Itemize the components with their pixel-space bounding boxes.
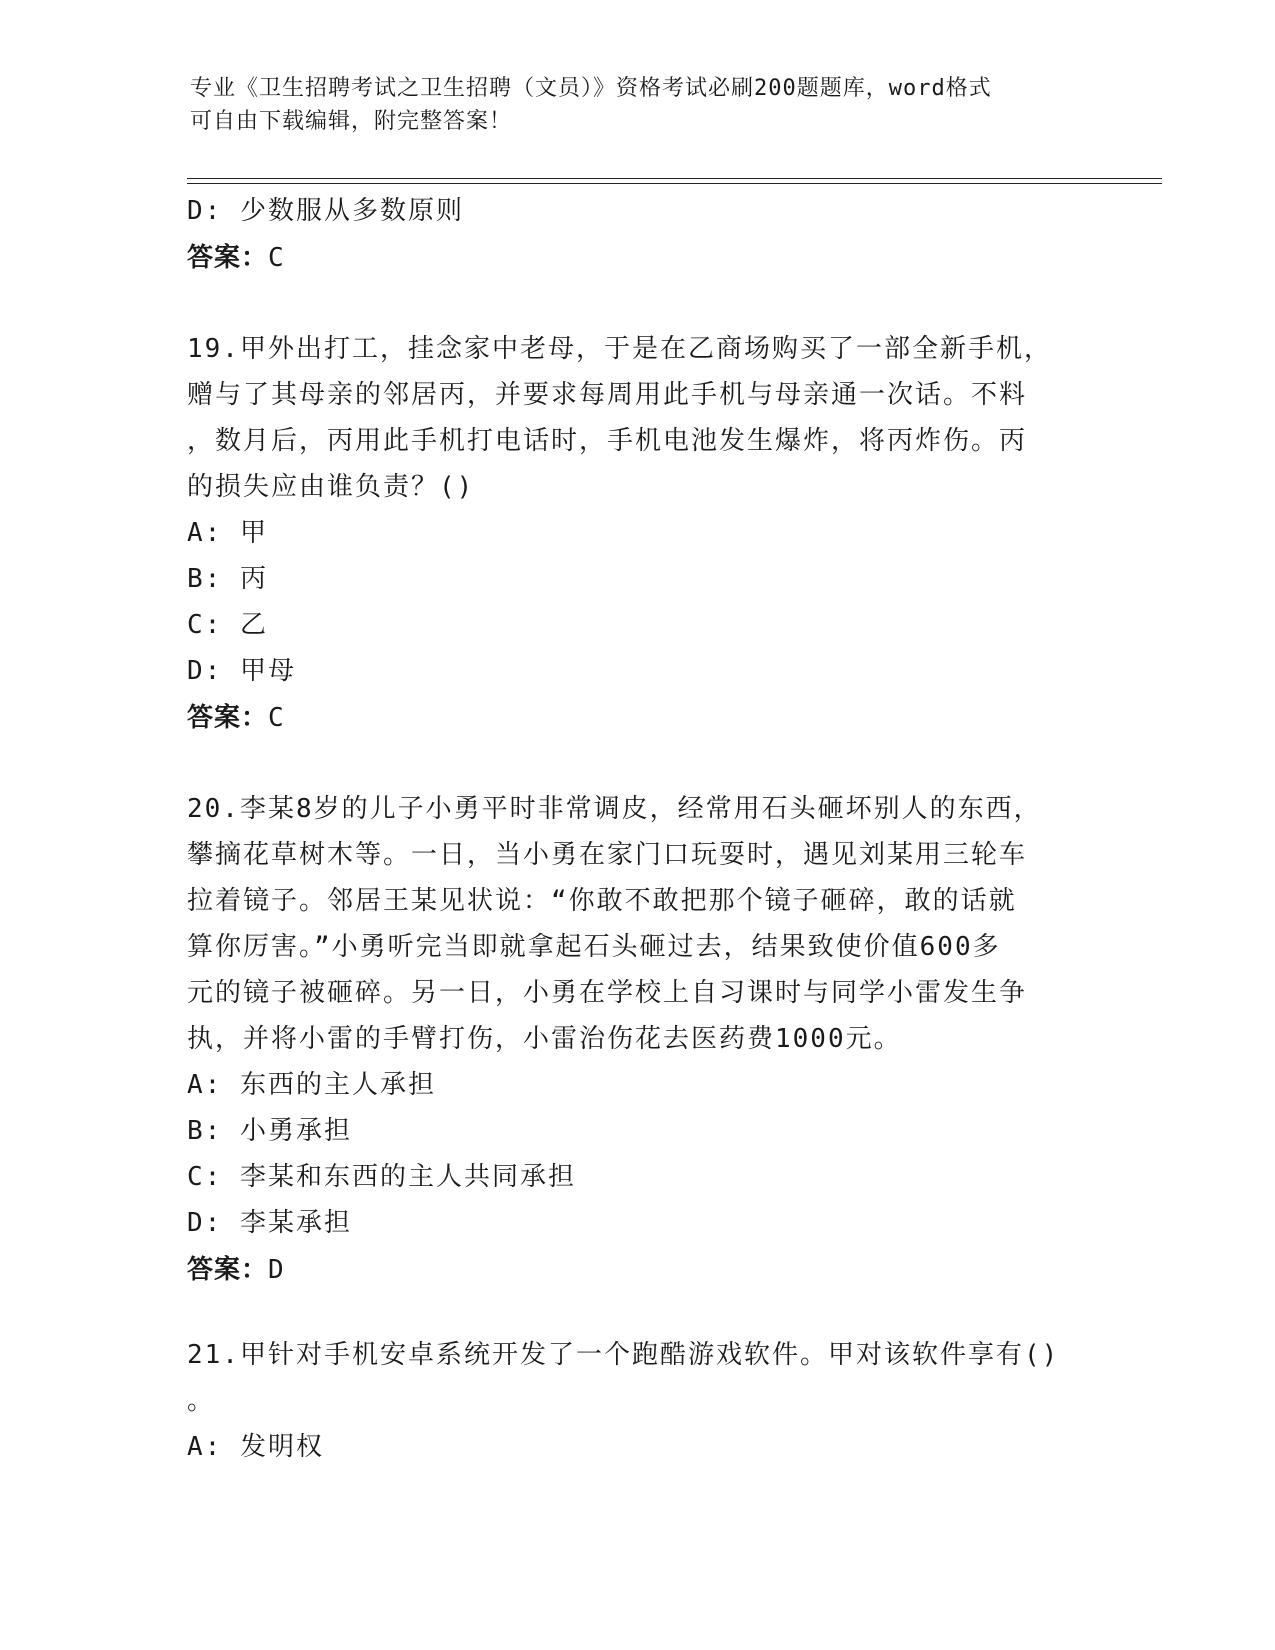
question-text-line: 执，并将小雷的手臂打伤，小雷治伤花去医药费1000元。 — [187, 1024, 902, 1054]
question-21 — [187, 1332, 1087, 1470]
question-19 — [187, 326, 1087, 740]
question-text-line: 19.甲外出打工，挂念家中老母，于是在乙商场购买了一部全新手机， — [187, 334, 1052, 364]
answer-label: 答案： — [187, 702, 269, 732]
option-c: C: 李某和东西的主人共同承担 — [187, 1162, 576, 1192]
question-text-line: 21.甲针对手机安卓系统开发了一个跑酷游戏软件。甲对该软件享有() — [187, 1340, 1060, 1370]
answer-label: 答案： — [187, 1254, 269, 1284]
answer-line — [187, 1246, 1087, 1292]
option-b: B: 小勇承担 — [187, 1116, 352, 1146]
question-text-line: 。 — [187, 1386, 216, 1416]
option-c: C: 乙 — [187, 610, 268, 640]
option-a: A: 甲 — [187, 518, 268, 548]
header-line-2: 可自由下载编辑，附完整答案！ — [190, 109, 513, 134]
question-text-line: ，数月后，丙用此手机打电话时，手机电池发生爆炸，将丙炸伤。丙 — [187, 426, 1028, 456]
question-text-line: 赠与了其母亲的邻居丙，并要求每周用此手机与母亲通一次话。不料 — [187, 380, 1028, 410]
answer-line — [187, 694, 1087, 740]
answer-value: C — [268, 243, 285, 273]
option-a: A: 发明权 — [187, 1432, 324, 1462]
question-text-line: 攀摘花草树木等。一日，当小勇在家门口玩耍时，遇见刘某用三轮车 — [187, 840, 1028, 870]
answer-value: D — [268, 1255, 285, 1285]
answer-line — [187, 234, 1087, 280]
option-a: A: 东西的主人承担 — [187, 1070, 436, 1100]
header-line-1: 专业《卫生招聘考试之卫生招聘（文员）》资格考试必刷200题题库，word格式 — [190, 76, 992, 101]
question-text-line: 算你厉害。”小勇听完当即就拿起石头砸过去，结果致使价值600多 — [187, 932, 1001, 962]
option-d: D: 少数服从多数原则 — [187, 196, 464, 226]
answer-value: C — [268, 703, 285, 733]
question-20 — [187, 786, 1087, 1292]
question-text-line: 的损失应由谁负责？() — [187, 472, 475, 502]
question-text-line: 元的镜子被砸碎。另一日，小勇在学校上自习课时与同学小雷发生争 — [187, 978, 1028, 1008]
question-text-line: 拉着镜子。邻居王某见状说：“你敢不敢把那个镜子砸碎，敢的话就 — [187, 886, 1017, 916]
question-text-line: 20.李某8岁的儿子小勇平时非常调皮，经常用石头砸坏别人的东西， — [187, 794, 1042, 824]
header-rule-bottom — [187, 183, 1162, 184]
option-d: D: 甲母 — [187, 656, 296, 686]
spacer — [187, 1292, 1087, 1332]
spacer — [187, 280, 1087, 326]
option-d: D: 李某承担 — [187, 1208, 352, 1238]
answer-label: 答案： — [187, 242, 269, 272]
spacer — [187, 740, 1087, 786]
option-b: B: 丙 — [187, 564, 268, 594]
header-rule-top — [187, 178, 1162, 179]
document-body — [187, 188, 1087, 1470]
document-header — [190, 72, 1090, 138]
